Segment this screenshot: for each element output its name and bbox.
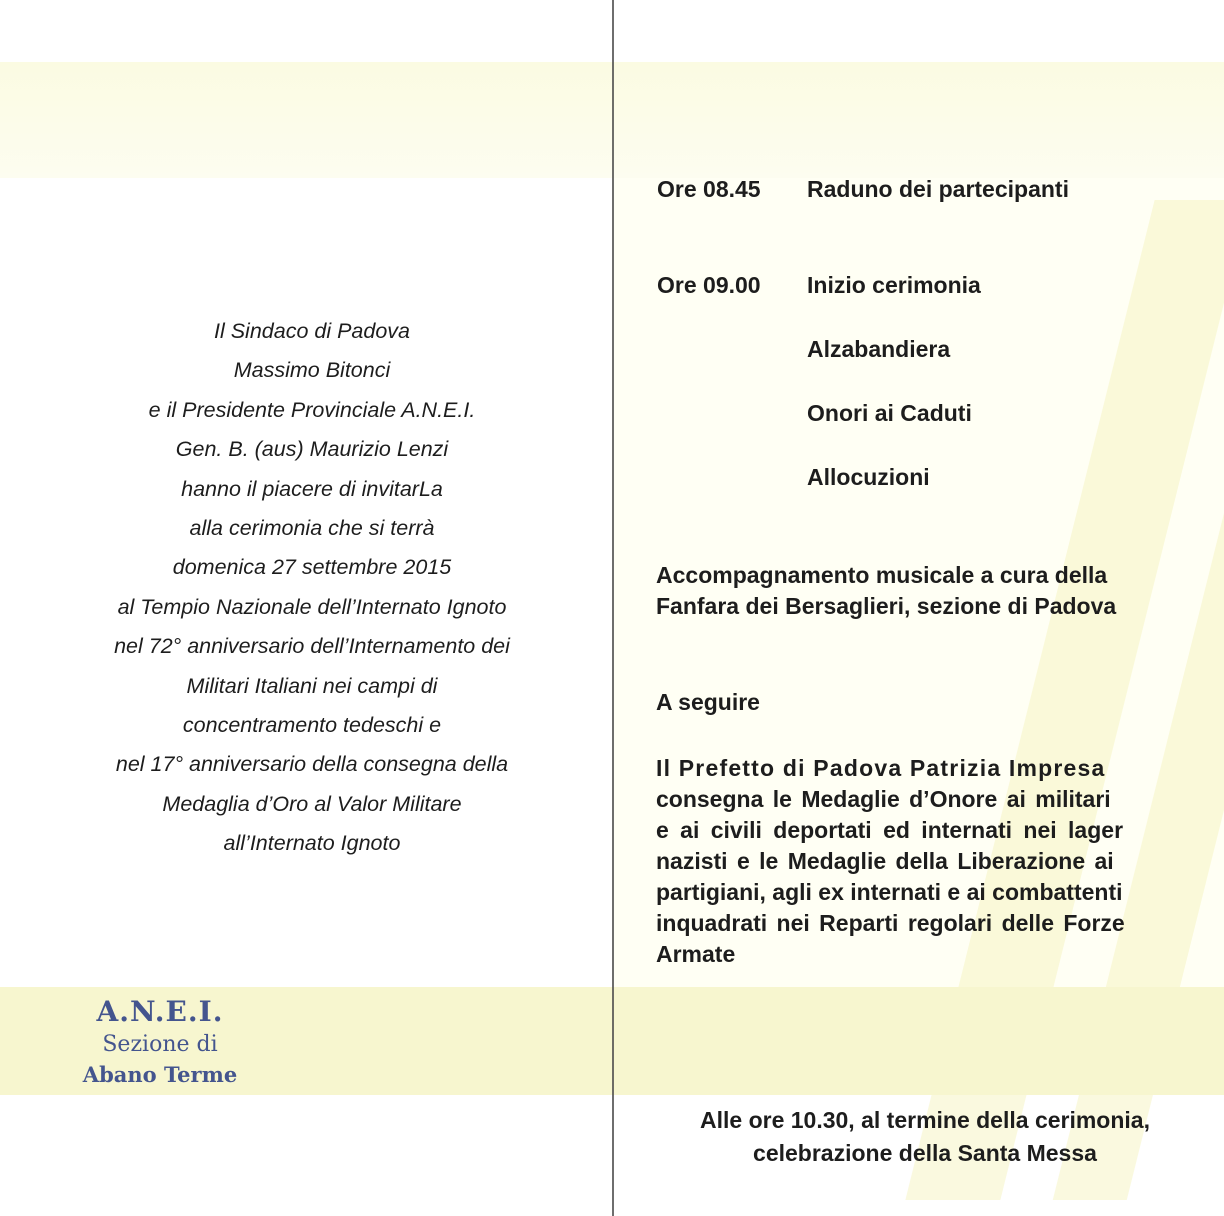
prefect-line: inquadrati nei Reparti regolari delle Forze	[656, 910, 1125, 936]
invitation-line: alla cerimonia che si terrà	[189, 516, 435, 541]
mass-line: Alle ore 10.30, al termine della cerimonia,	[700, 1107, 1150, 1133]
prefect-line: nazisti e le Medaglie della Liberazione ai	[656, 848, 1114, 874]
invitation-line: all’Internato Ignoto	[223, 831, 401, 856]
music-paragraph	[656, 560, 1194, 622]
prefect-line: Armate	[656, 941, 736, 967]
invitation-text	[40, 312, 584, 864]
invitation-line: al Tempio Nazionale dell’Internato Ignoto	[117, 594, 507, 619]
music-line: Fanfara dei Bersaglieri, sezione di Padova	[656, 593, 1117, 619]
invitation-line: domenica 27 settembre 2015	[172, 555, 452, 580]
prefect-paragraph	[656, 753, 1194, 970]
schedule-time: Ore 09.00	[657, 272, 761, 298]
prefect-line: e ai civili deportati ed internati nei lager	[656, 817, 1124, 843]
invitation-line: Gen. B. (aus) Maurizio Lenzi	[175, 437, 449, 462]
sub-event: Allocuzioni	[807, 464, 930, 490]
invitation-line: e il Presidente Provinciale A.N.E.I.	[148, 397, 476, 422]
invitation-line: Medaglia d’Oro al Valor Militare	[162, 791, 462, 816]
invitation-line: Il Sindaco di Padova	[213, 319, 411, 343]
sub-event: Onori ai Caduti	[807, 400, 972, 426]
mass-line: celebrazione della Santa Messa	[753, 1140, 1097, 1166]
music-line: Accompagnamento musicale a cura della	[656, 562, 1108, 588]
invitation-line: Massimo Bitonci	[233, 358, 391, 383]
sub-event: Alzabandiera	[807, 336, 951, 362]
prefect-line: consegna le Medaglie d’Onore ai militari	[656, 786, 1111, 812]
follow-label: A seguire	[656, 689, 760, 715]
invitation-line: hanno il piacere di invitarLa	[181, 476, 443, 501]
invitation-line: nel 72° anniversario dell’Internamento dei	[114, 634, 510, 659]
invitation-line: concentramento tedeschi e	[182, 713, 442, 738]
invitation-line: Militari Italiani nei campi di	[186, 673, 438, 698]
page-fold-line	[612, 0, 614, 1216]
schedule-event: Inizio cerimonia	[807, 272, 981, 298]
mass-paragraph	[640, 1104, 1210, 1170]
schedule-event: Raduno dei partecipanti	[807, 176, 1069, 202]
invitation-line: nel 17° anniversario della consegna della	[115, 752, 509, 777]
stamp-title: A.N.E.I.	[96, 995, 224, 1028]
prefect-line: partigiani, agli ex internati e ai combattenti	[656, 879, 1123, 905]
prefect-line: Il Prefetto di Padova Patrizia Impresa	[656, 755, 1106, 781]
anei-stamp	[60, 994, 260, 1090]
schedule-time: Ore 08.45	[657, 176, 761, 202]
stamp-section: Sezione di	[102, 1032, 218, 1057]
stamp-location: Abano Terme	[82, 1062, 238, 1087]
